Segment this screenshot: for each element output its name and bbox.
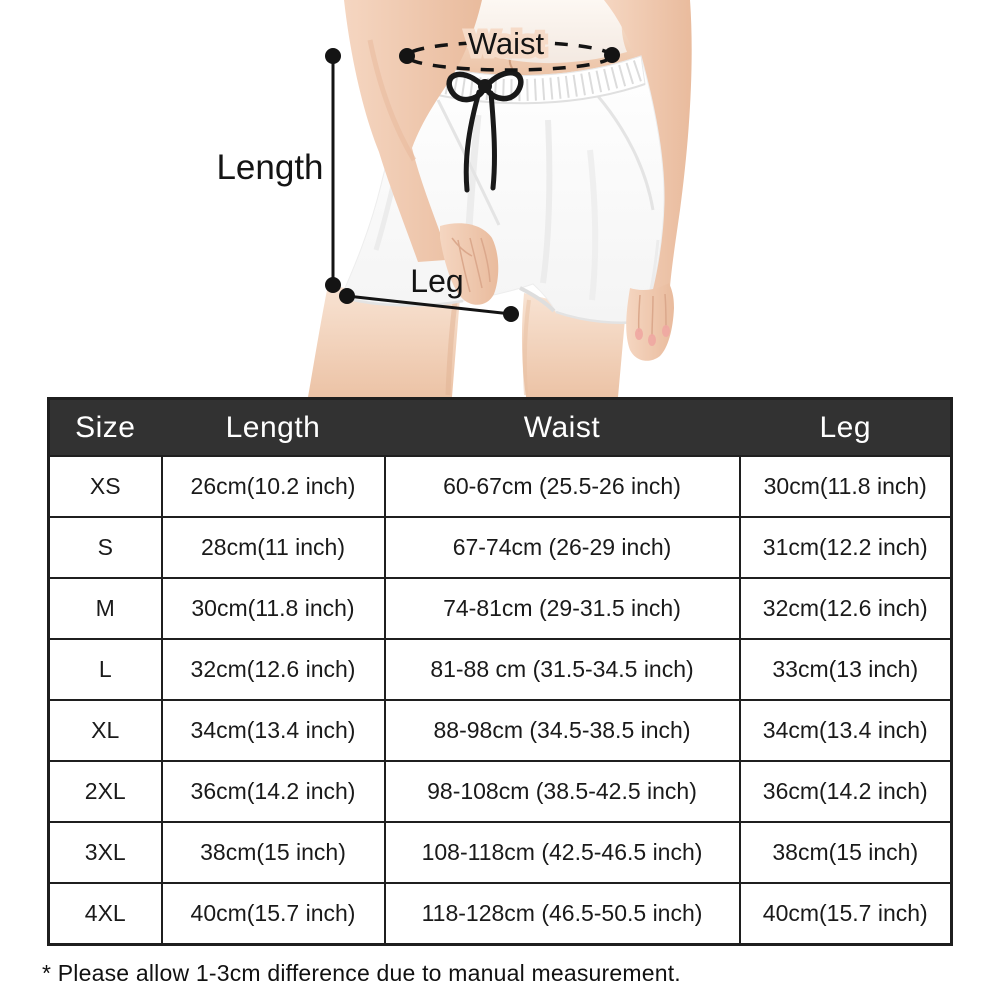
length-measure: [216, 48, 341, 293]
cell-size: XL: [49, 700, 162, 761]
cell-length: 34cm(13.4 inch): [162, 700, 385, 761]
cell-length: 32cm(12.6 inch): [162, 639, 385, 700]
cell-size: 3XL: [49, 822, 162, 883]
cell-waist: 98-108cm (38.5-42.5 inch): [385, 761, 740, 822]
leg-dot-left: [339, 288, 355, 304]
size-table-header: [49, 399, 952, 457]
waist-dot-left: [399, 48, 415, 64]
cell-size: 4XL: [49, 883, 162, 945]
model-right-hand: [626, 283, 674, 361]
cell-waist: 108-118cm (42.5-46.5 inch): [385, 822, 740, 883]
cell-leg: 36cm(14.2 inch): [740, 761, 952, 822]
cell-waist: 60-67cm (25.5-26 inch): [385, 456, 740, 517]
length-label: Length: [216, 148, 324, 187]
waist-label: Waist: [467, 26, 545, 61]
cell-length: 40cm(15.7 inch): [162, 883, 385, 945]
table-row-xs: [49, 456, 952, 517]
cell-leg: 34cm(13.4 inch): [740, 700, 952, 761]
table-row-2xl: [49, 761, 952, 822]
cell-leg: 32cm(12.6 inch): [740, 578, 952, 639]
table-row-l: [49, 639, 952, 700]
cell-size: M: [49, 578, 162, 639]
cell-leg: 38cm(15 inch): [740, 822, 952, 883]
cell-length: 36cm(14.2 inch): [162, 761, 385, 822]
cell-waist: 67-74cm (26-29 inch): [385, 517, 740, 578]
col-header-waist: Waist: [385, 399, 740, 457]
cell-length: 38cm(15 inch): [162, 822, 385, 883]
cell-length: 26cm(10.2 inch): [162, 456, 385, 517]
cell-size: S: [49, 517, 162, 578]
cell-leg: 33cm(13 inch): [740, 639, 952, 700]
cell-waist: 118-128cm (46.5-50.5 inch): [385, 883, 740, 945]
cell-leg: 30cm(11.8 inch): [740, 456, 952, 517]
table-row-m: [49, 578, 952, 639]
table-row-3xl: [49, 822, 952, 883]
length-dot-top: [325, 48, 341, 64]
col-header-size: Size: [49, 399, 162, 457]
table-row-4xl: [49, 883, 952, 945]
measurement-diagram: [0, 0, 1000, 397]
cell-length: 28cm(11 inch): [162, 517, 385, 578]
col-header-leg: Leg: [740, 399, 952, 457]
cell-leg: 31cm(12.2 inch): [740, 517, 952, 578]
size-table-body: [49, 456, 952, 945]
cell-size: L: [49, 639, 162, 700]
cell-size: XS: [49, 456, 162, 517]
cell-size: 2XL: [49, 761, 162, 822]
drawstring-knot: [478, 79, 492, 93]
col-header-length: Length: [162, 399, 385, 457]
cell-leg: 40cm(15.7 inch): [740, 883, 952, 945]
measurement-disclaimer: * Please allow 1-3cm difference due to manual measurement.: [42, 960, 681, 986]
leg-dot-right: [503, 306, 519, 322]
table-row-s: [49, 517, 952, 578]
cell-waist: 74-81cm (29-31.5 inch): [385, 578, 740, 639]
leg-label: Leg: [410, 263, 464, 299]
cell-length: 30cm(11.8 inch): [162, 578, 385, 639]
waist-dot-right: [604, 47, 620, 63]
cell-waist: 88-98cm (34.5-38.5 inch): [385, 700, 740, 761]
model-photo-illustration: [0, 0, 1000, 397]
header-row: [49, 399, 952, 457]
cell-waist: 81-88 cm (31.5-34.5 inch): [385, 639, 740, 700]
table-row-xl: [49, 700, 952, 761]
length-dot-bottom: [325, 277, 341, 293]
size-table: [47, 397, 953, 946]
